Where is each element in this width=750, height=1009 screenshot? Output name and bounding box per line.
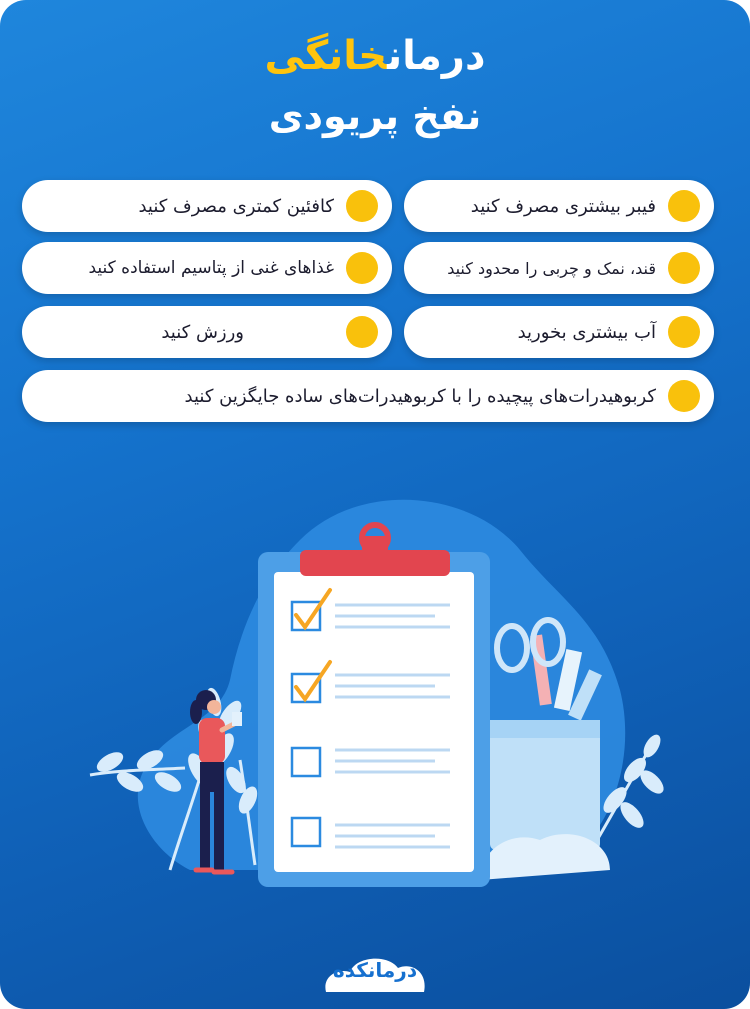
logo-text: درمانکده (332, 958, 418, 982)
bullet-dot-icon (668, 190, 700, 222)
page-subtitle: نفخ پریودی (268, 94, 482, 138)
tip-sugar-salt (404, 242, 714, 294)
bullet-dot-icon (346, 190, 378, 222)
tip-fiber (404, 180, 714, 232)
clipboard-icon (258, 525, 490, 887)
tip-caffeine (22, 180, 392, 232)
tip-carbs (22, 370, 714, 422)
page-title (0, 30, 750, 82)
bullet-dot-icon (668, 252, 700, 284)
title-main: درمان (387, 33, 486, 79)
tip-text: کافئین کمتری مصرف کنید (138, 195, 334, 217)
tip-text: غذاهای غنی از پتاسیم استفاده کنید (88, 258, 334, 278)
bullet-dot-icon (346, 252, 378, 284)
tip-text: فیبر بیشتری مصرف کنید (470, 195, 656, 217)
brand-logo[interactable] (318, 946, 432, 998)
title-accent: خانگی (264, 33, 388, 79)
tip-text: ورزش کنید (161, 321, 244, 343)
clipboard-illustration (0, 470, 750, 910)
tip-potassium (22, 242, 392, 294)
bullet-dot-icon (668, 316, 700, 348)
tip-exercise (22, 306, 392, 358)
tip-text: آب بیشتری بخورید (517, 321, 656, 343)
bullet-dot-icon (346, 316, 378, 348)
tip-text: قند، نمک و چربی را محدود کنید (447, 258, 656, 278)
tip-text: کربوهیدرات‌های پیچیده را با کربوهیدرات‌های ساده جایگزین کنید (184, 385, 656, 407)
bullet-dot-icon (668, 380, 700, 412)
tip-water (404, 306, 714, 358)
